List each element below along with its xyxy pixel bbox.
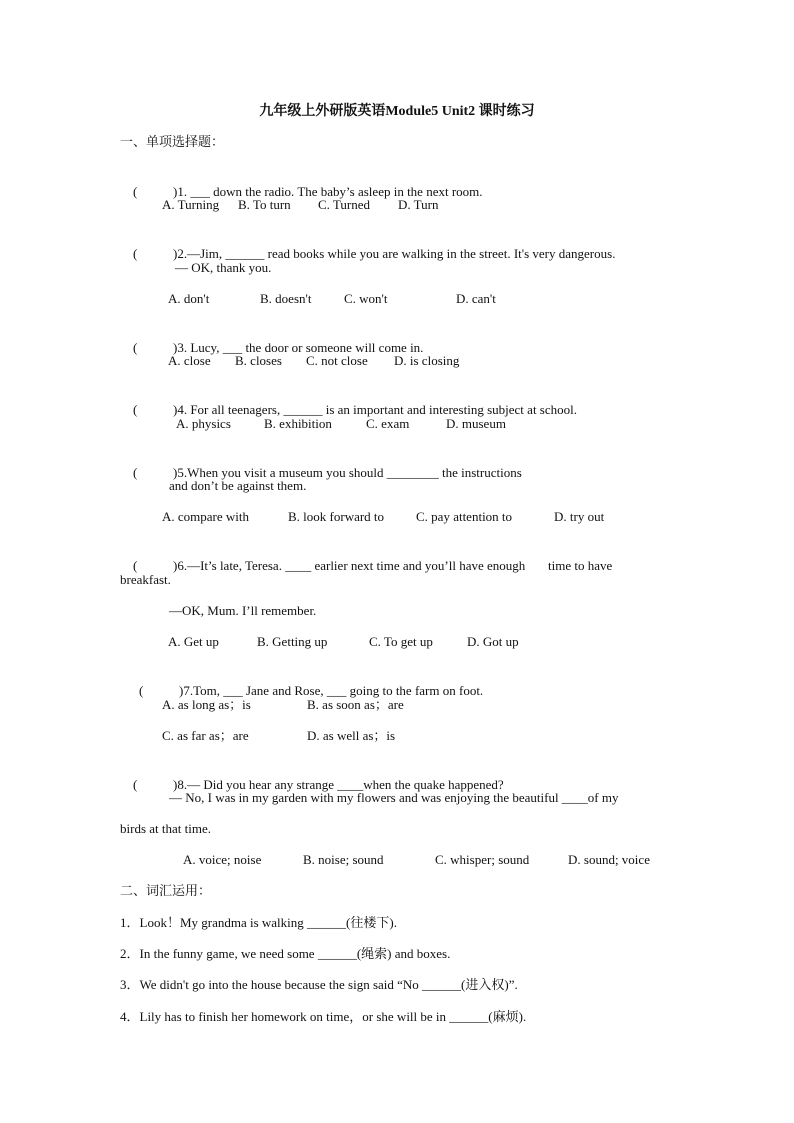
answer-bracket: ( xyxy=(139,683,144,698)
option-d: D. museum xyxy=(446,416,506,431)
option-d: D. can't xyxy=(456,291,496,306)
option-b: B. as soon as；are xyxy=(307,697,404,712)
option-d: D. sound; voice xyxy=(568,852,650,867)
question-text: )7.Tom, ___ Jane and Rose, ___ going to the farm on foot. xyxy=(179,683,484,698)
question-text: )2.—Jim, ______ read books while you are walking in the street. It's very dangerous. xyxy=(173,246,616,261)
answer-bracket: ( xyxy=(133,558,138,573)
answer-bracket: ( xyxy=(133,465,138,480)
option-d: D. as well as；is xyxy=(307,728,396,743)
option-c: C. whisper; sound xyxy=(435,852,530,867)
question-6-reply: —OK, Mum. I’ll remember. xyxy=(169,603,317,618)
option-d: D. is closing xyxy=(394,353,460,368)
option-c: C. won't xyxy=(344,291,388,306)
option-a: A. voice; noise xyxy=(183,852,262,867)
question-6 xyxy=(120,539,612,593)
question-2-reply: — OK, thank you. xyxy=(175,260,272,275)
page-title: 九年级上外研版英语Module5 Unit2 课时练习 xyxy=(259,104,535,119)
question-text: )6.—It’s late, Teresa. ____ earlier next time and you’ll have enough time to have xyxy=(173,558,613,573)
option-b: B. To turn xyxy=(238,197,291,212)
option-c: C. as far as；are xyxy=(162,728,249,743)
option-b: B. look forward to xyxy=(288,509,385,524)
option-c: C. exam xyxy=(366,416,410,431)
option-a: A. Turning xyxy=(162,197,220,212)
answer-bracket: ( xyxy=(133,184,138,199)
option-d: D. Turn xyxy=(398,197,439,212)
question-8-reply: — No, I was in my garden with my flowers and was enjoying the beautiful ____of my xyxy=(169,790,619,805)
vocabulary-item-3: 3．We didn't go into the house because the sign said “No ______(进入权)”. xyxy=(120,977,518,992)
answer-bracket: ( xyxy=(133,340,138,355)
option-c: C. not close xyxy=(306,353,368,368)
option-c: C. To get up xyxy=(369,634,433,649)
question-8-continuation: birds at that time. xyxy=(120,821,211,836)
section-heading-vocabulary: 二、词汇运用： xyxy=(120,884,212,899)
option-a: A. don't xyxy=(168,291,210,306)
option-c: C. pay attention to xyxy=(416,509,513,524)
answer-bracket: ( xyxy=(133,402,138,417)
question-text: )8.— Did you hear any strange ____when the quake happened? xyxy=(173,777,504,792)
question-6-continuation: breakfast. xyxy=(120,572,171,587)
option-b: B. closes xyxy=(235,353,282,368)
vocabulary-item-2: 2．In the funny game, we need some ______(绳索) and boxes. xyxy=(120,946,451,961)
vocabulary-item-4: 4．Lily has to finish her homework on time，or she will be in ______(麻烦). xyxy=(120,1009,527,1024)
answer-bracket: ( xyxy=(133,777,138,792)
option-a: A. as long as；is xyxy=(162,697,251,712)
option-a: A. compare with xyxy=(162,509,250,524)
option-b: B. Getting up xyxy=(257,634,328,649)
option-a: A. physics xyxy=(176,416,231,431)
option-d: D. Got up xyxy=(467,634,519,649)
question-5-continuation: and don’t be against them. xyxy=(169,478,307,493)
answer-bracket: ( xyxy=(133,246,138,261)
option-c: C. Turned xyxy=(318,197,371,212)
vocabulary-item-1: 1．Look！My grandma is walking ______(往楼下). xyxy=(120,915,397,930)
question-text: )1. ___ down the radio. The baby’s asleep in the next room. xyxy=(173,184,483,199)
option-b: B. exhibition xyxy=(264,416,332,431)
question-text: )5.When you visit a museum you should ________ the instructions xyxy=(173,465,522,480)
option-b: B. doesn't xyxy=(260,291,312,306)
option-b: B. noise; sound xyxy=(303,852,384,867)
option-a: A. Get up xyxy=(168,634,219,649)
question-text: )3. Lucy, ___ the door or someone will come in. xyxy=(173,340,424,355)
option-a: A. close xyxy=(168,353,211,368)
question-text: )4. For all teenagers, ______ is an important and interesting subject at school. xyxy=(173,402,577,417)
section-heading-multiple-choice: 一、单项选择题： xyxy=(120,135,225,150)
option-d: D. try out xyxy=(554,509,605,524)
